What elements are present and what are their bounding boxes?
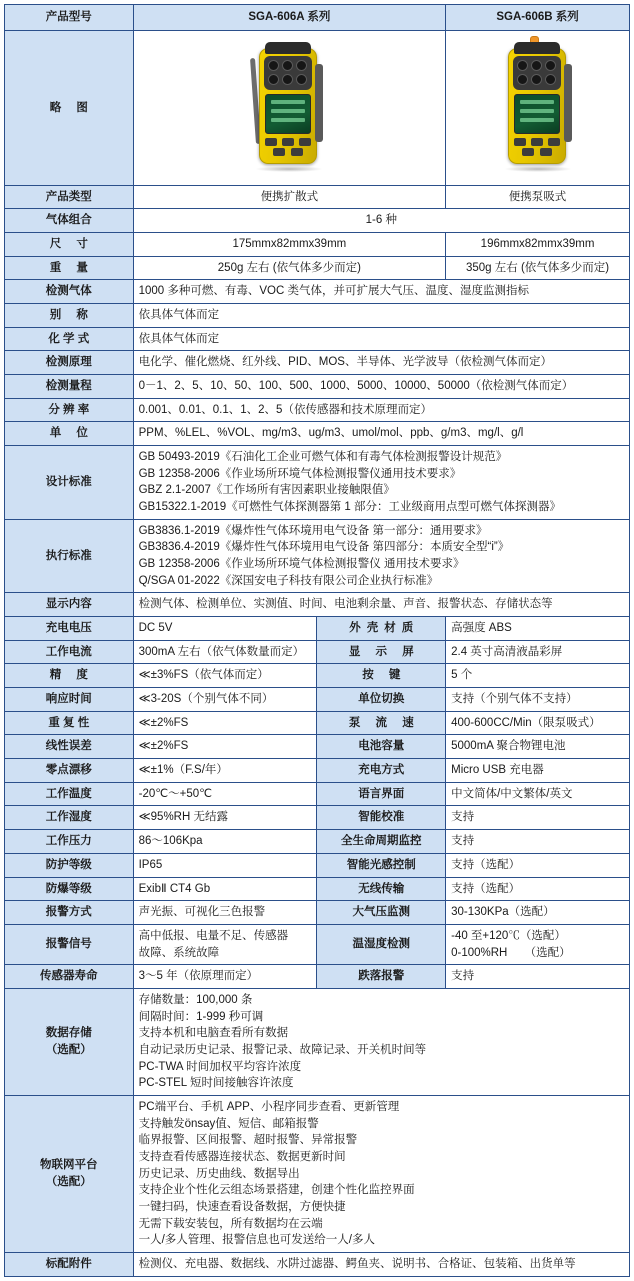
iot-platform-label-line2: （选配） — [45, 1175, 92, 1188]
display-screen-value: 2.4 英寸高清液晶彩屏 — [446, 640, 630, 664]
drop-alarm-label: 跌落报警 — [317, 965, 446, 989]
light-sense-value: 支持（选配） — [446, 853, 630, 877]
device-shadow — [255, 166, 323, 172]
alias-value: 依具体气体而定 — [133, 304, 629, 328]
design-standard-line: GBZ 2.1-2007《工作场所有害因素职业接触限值》 — [138, 484, 395, 497]
exec-standard-value — [133, 519, 629, 593]
specification-table — [4, 4, 630, 1277]
table-row-iot-platform — [5, 1095, 630, 1252]
alarm-signal-value — [133, 924, 317, 964]
charge-voltage-value: DC 5V — [133, 617, 317, 641]
alarm-signal-label: 报警信号 — [5, 924, 134, 964]
unit-label: 单 位 — [5, 422, 134, 446]
keys-value: 5 个 — [446, 664, 630, 688]
device-shadow — [504, 166, 572, 172]
model-label: 产品型号 — [5, 5, 134, 31]
work-humidity-label: 工作湿度 — [5, 806, 134, 830]
sensor-grill — [513, 56, 561, 90]
table-row-ip-level — [5, 853, 630, 877]
iot-platform-label — [5, 1095, 134, 1252]
alarm-signal-line: 故障、系统故障 — [138, 946, 220, 959]
pump-flow-value: 400-600CC/Min（限泵吸式） — [446, 711, 630, 735]
display-screen-label: 显 示 屏 — [317, 640, 446, 664]
exec-standard-label: 执行标准 — [5, 519, 134, 593]
display-content-value: 检测气体、检测单位、实测值、时间、电池剩余量、声音、报警状态、存储状态等 — [133, 593, 629, 617]
wireless-value: 支持（选配） — [446, 877, 630, 901]
temp-humidity-value — [446, 924, 630, 964]
data-storage-line: PC-STEL 短时间接触容许浓度 — [138, 1077, 294, 1090]
table-row-sensor-life — [5, 965, 630, 989]
accuracy-value: ≪±3%FS（依气体而定） — [133, 664, 317, 688]
accessories-label: 标配附件 — [5, 1252, 134, 1276]
sensor-life-label: 传感器寿命 — [5, 965, 134, 989]
product-type-value-b: 便携泵吸式 — [446, 185, 630, 209]
pressure-monitor-value: 30-130KPa（选配） — [446, 901, 630, 925]
table-row-repeatability — [5, 711, 630, 735]
language-label: 语言界面 — [317, 782, 446, 806]
device-screen — [265, 94, 311, 134]
device-screen — [514, 94, 560, 134]
iot-platform-line: 一键扫码，快速查看设备数据，方便快捷 — [138, 1200, 346, 1213]
exec-standard-line: GB3836.4-2019《爆炸性气体环境用电气设备 第四部分：本质安全型“i”》 — [138, 541, 510, 554]
design-standard-line: GB 12358-2006《作业场所环境气体检测报警仪通用技术要求》 — [138, 467, 462, 480]
table-row-work-humidity — [5, 806, 630, 830]
weight-value-b: 350g 左右 (依气体多少而定) — [446, 256, 630, 280]
device-buttons — [514, 138, 560, 156]
ip-level-value: IP65 — [133, 853, 317, 877]
resolution-value: 0.001、0.01、0.1、1、2、5（依传感器和技术原理而定） — [133, 398, 629, 422]
work-temp-value: -20℃～+50℃ — [133, 782, 317, 806]
model-b-header: SGA-606B 系列 — [446, 5, 630, 31]
display-content-label: 显示内容 — [5, 593, 134, 617]
data-storage-label-line1: 数据存储 — [45, 1027, 92, 1040]
accessories-value: 检测仪、充电器、数据线、水阱过滤器、鳄鱼夹、说明书、合格证、包装箱、出货单等 — [133, 1252, 629, 1276]
design-standard-label: 设计标准 — [5, 446, 134, 520]
principle-value: 电化学、催化燃烧、红外线、PID、MOS、半导体、光学波导（依检测气体而定） — [133, 351, 629, 375]
table-row-alias — [5, 304, 630, 328]
keys-label: 按 键 — [317, 664, 446, 688]
table-row-display-content — [5, 593, 630, 617]
alarm-mode-value: 声光振、可视化三色报警 — [133, 901, 317, 925]
table-row-alarm-mode — [5, 901, 630, 925]
resolution-label: 分 辨 率 — [5, 398, 134, 422]
ex-level-label: 防爆等级 — [5, 877, 134, 901]
temp-humidity-label: 温湿度检测 — [317, 924, 446, 964]
weight-label: 重 量 — [5, 256, 134, 280]
table-row-product-type — [5, 185, 630, 209]
iot-platform-line: 支持查看传感器连接状态、数据更新时间 — [138, 1150, 346, 1163]
principle-label: 检测原理 — [5, 351, 134, 375]
shell-material-label: 外壳材质 — [317, 617, 446, 641]
alarm-mode-label: 报警方式 — [5, 901, 134, 925]
size-label: 尺 寸 — [5, 233, 134, 257]
gas-detector-a-illustration — [229, 34, 349, 176]
table-row-ex-level — [5, 877, 630, 901]
table-row-charge-voltage — [5, 617, 630, 641]
pump-flow-label: 泵 流 速 — [317, 711, 446, 735]
table-row-detect-gas — [5, 280, 630, 304]
work-current-value: 300mA 左右（依气体数量而定） — [133, 640, 317, 664]
drop-alarm-value: 支持 — [446, 965, 630, 989]
lifecycle-monitor-value: 支持 — [446, 830, 630, 854]
data-storage-label-line2: （选配） — [45, 1043, 92, 1056]
unit-switch-label: 单位切换 — [317, 688, 446, 712]
language-value: 中文简体/中文繁体/英文 — [446, 782, 630, 806]
detect-gas-value: 1000 多种可燃、有毒、VOC 类气体，并可扩展大气压、温度、湿度监测指标 — [133, 280, 629, 304]
device-top-cap — [514, 42, 560, 54]
table-row-gas-combo — [5, 209, 630, 233]
diagram-label: 略 图 — [5, 31, 134, 186]
table-row-linear-error — [5, 735, 630, 759]
table-row-response-time — [5, 688, 630, 712]
table-row-accuracy — [5, 664, 630, 688]
iot-platform-value — [133, 1095, 629, 1252]
ex-level-value: ExibⅡ CT4 Gb — [133, 877, 317, 901]
lifecycle-monitor-label: 全生命周期监控 — [317, 830, 446, 854]
alias-label: 别 称 — [5, 304, 134, 328]
battery-value: 5000mA 聚合物锂电池 — [446, 735, 630, 759]
iot-platform-line: 历史记录、历史曲线、数据导出 — [138, 1167, 300, 1180]
response-time-label: 响应时间 — [5, 688, 134, 712]
charge-mode-label: 充电方式 — [317, 759, 446, 783]
charge-voltage-label: 充电电压 — [5, 617, 134, 641]
table-row-zero-drift — [5, 759, 630, 783]
battery-label: 电池容量 — [317, 735, 446, 759]
table-row-weight — [5, 256, 630, 280]
response-time-value: ≪3-20S（个别气体不同） — [133, 688, 317, 712]
iot-platform-line: PC端平台、手机 APP、小程序同步查看、更新管理 — [138, 1100, 400, 1113]
size-value-b: 196mmx82mmx39mm — [446, 233, 630, 257]
device-image-b — [446, 31, 630, 186]
device-buttons — [265, 138, 311, 156]
data-storage-line: 间隔时间：1-999 秒可调 — [138, 1010, 264, 1023]
linear-error-value: ≪±2%FS — [133, 735, 317, 759]
design-standard-value — [133, 446, 629, 520]
iot-platform-line: 一人/多人管理、报警信息也可发送给一人/多人 — [138, 1234, 375, 1247]
gas-detector-b-illustration — [478, 34, 598, 176]
formula-label: 化 学 式 — [5, 327, 134, 351]
device-image-a — [133, 31, 446, 186]
table-row-exec-standard — [5, 519, 630, 593]
table-row-formula — [5, 327, 630, 351]
weight-value-a: 250g 左右 (依气体多少而定) — [133, 256, 446, 280]
product-type-value-a: 便携扩散式 — [133, 185, 446, 209]
table-row-work-pressure — [5, 830, 630, 854]
table-row-diagram — [5, 31, 630, 186]
wireless-label: 无线传输 — [317, 877, 446, 901]
data-storage-line: PC-TWA 时间加权平均容许浓度 — [138, 1060, 302, 1073]
work-pressure-label: 工作压力 — [5, 830, 134, 854]
work-current-label: 工作电流 — [5, 640, 134, 664]
data-storage-line: 支持本机和电脑查看所有数据 — [138, 1027, 289, 1040]
accuracy-label: 精 度 — [5, 664, 134, 688]
iot-platform-line: 支持企业个性化云组态场景搭建，创建个性化监控界面 — [138, 1184, 415, 1197]
detect-gas-label: 检测气体 — [5, 280, 134, 304]
zero-drift-value: ≪±1%（F.S/年） — [133, 759, 317, 783]
temp-humidity-line: -40 至+120℃（选配） — [451, 929, 566, 942]
work-humidity-value: ≪95%RH 无结露 — [133, 806, 317, 830]
range-label: 检测量程 — [5, 375, 134, 399]
table-row-design-standard — [5, 446, 630, 520]
charge-mode-value: Micro USB 充电器 — [446, 759, 630, 783]
alarm-signal-line: 高中低报、电量不足、传感器 — [138, 929, 289, 942]
repeatability-label: 重 复 性 — [5, 711, 134, 735]
table-row-resolution — [5, 398, 630, 422]
gas-combo-value: 1-6 种 — [133, 209, 629, 233]
iot-platform-line: 临界报警、区间报警、超时报警、异常报警 — [138, 1134, 358, 1147]
smart-cal-label: 智能校准 — [317, 806, 446, 830]
gas-combo-label: 气体组合 — [5, 209, 134, 233]
linear-error-label: 线性误差 — [5, 735, 134, 759]
model-a-header: SGA-606A 系列 — [133, 5, 446, 31]
table-row-work-current — [5, 640, 630, 664]
product-type-label: 产品类型 — [5, 185, 134, 209]
table-row-size — [5, 233, 630, 257]
table-row-work-temp — [5, 782, 630, 806]
iot-platform-line: 无需下载安装包，所有数据均在云端 — [138, 1217, 323, 1230]
table-row-data-storage — [5, 988, 630, 1095]
table-row-alarm-signal — [5, 924, 630, 964]
data-storage-value — [133, 988, 629, 1095]
zero-drift-label: 零点漂移 — [5, 759, 134, 783]
work-pressure-value: 86～106Kpa — [133, 830, 317, 854]
exec-standard-line: GB 12358-2006《作业场所环境气体检测报警仪 通用技术要求》 — [138, 558, 465, 571]
formula-value: 依具体气体而定 — [133, 327, 629, 351]
table-row-header — [5, 5, 630, 31]
table-row-principle — [5, 351, 630, 375]
design-standard-line: GB15322.1-2019《可燃性气体探测器第 1 部分：工业级商用点型可燃气体探测器》 — [138, 501, 561, 514]
data-storage-label — [5, 988, 134, 1095]
sensor-life-value: 3～5 年（依原理而定） — [133, 965, 317, 989]
device-clip — [315, 64, 323, 142]
device-clip — [564, 64, 572, 142]
exec-standard-line: GB3836.1-2019《爆炸性气体环境用电气设备 第一部分：通用要求》 — [138, 524, 488, 537]
table-row-accessories — [5, 1252, 630, 1276]
device-top-cap — [265, 42, 311, 54]
iot-platform-label-line1: 物联网平台 — [40, 1159, 98, 1172]
smart-cal-value: 支持 — [446, 806, 630, 830]
shell-material-value: 高强度 ABS — [446, 617, 630, 641]
range-value: 0－1、2、5、10、50、100、500、1000、5000、10000、50000（依检测气体而定） — [133, 375, 629, 399]
iot-platform-line: 支持触发önsay值、短信、邮箱报警 — [138, 1117, 319, 1130]
size-value-a: 175mmx82mmx39mm — [133, 233, 446, 257]
data-storage-line: 存储数量：100,000 条 — [138, 993, 253, 1006]
ip-level-label: 防护等级 — [5, 853, 134, 877]
temp-humidity-line: 0-100%RH （选配） — [451, 946, 571, 959]
light-sense-label: 智能光感控制 — [317, 853, 446, 877]
design-standard-line: GB 50493-2019《石油化工企业可燃气体和有毒气体检测报警设计规范》 — [138, 451, 508, 464]
data-storage-line: 自动记录历史记录、报警记录、故障记录、开关机时间等 — [138, 1043, 427, 1056]
repeatability-value: ≪±2%FS — [133, 711, 317, 735]
unit-value: PPM、%LEL、%VOL、mg/m3、ug/m3、umol/mol、ppb、g/m3、mg/l、g/l — [133, 422, 629, 446]
work-temp-label: 工作温度 — [5, 782, 134, 806]
pressure-monitor-label: 大气压监测 — [317, 901, 446, 925]
exec-standard-line: Q/SGA 01-2022《深国安电子科技有限公司企业执行标准》 — [138, 574, 439, 587]
table-row-unit — [5, 422, 630, 446]
sensor-grill — [264, 56, 312, 90]
unit-switch-value: 支持（个别气体不支持） — [446, 688, 630, 712]
table-row-range — [5, 375, 630, 399]
